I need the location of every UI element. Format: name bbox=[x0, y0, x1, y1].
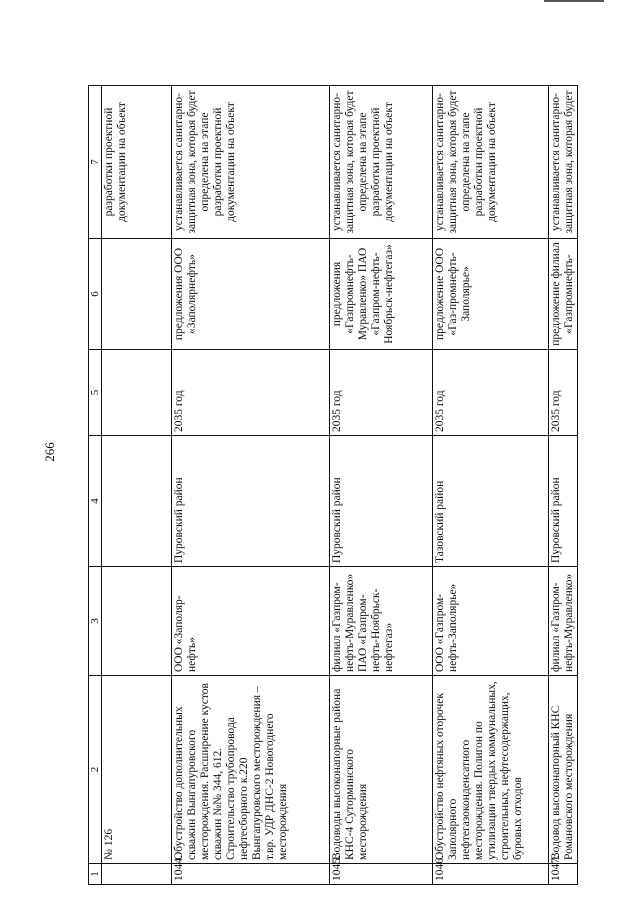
district: Пуровский район bbox=[172, 436, 330, 567]
top-edge-mark bbox=[544, 0, 604, 2]
object-name: Обустройство дополнительных скважин Вынгапуровского месторождения. Расширение кустов скважин №№ 344, 612. Строительство трубопровода нефтесборного к.220 Вынгапуровского месторождения – т.вр. УДР ДНС-2 Новогоднего месторождения bbox=[172, 676, 330, 864]
header-col-7: 7 bbox=[89, 86, 102, 239]
district: Тазовский район bbox=[433, 436, 549, 567]
header-col-5: 5 bbox=[89, 350, 102, 436]
header-col-1: 1 bbox=[89, 864, 102, 885]
note: устанавливается санитарно-защитная зона, которая будет bbox=[549, 86, 578, 239]
header-row bbox=[89, 86, 102, 885]
target-year: 2035 год bbox=[172, 350, 330, 436]
row-number bbox=[102, 864, 172, 885]
basis: предложения «Газпромнефть-Муравленко» ПАО «Газпром-нефть-Ноябрьск-нефтегаз» bbox=[330, 239, 433, 350]
table-row bbox=[330, 86, 433, 885]
row-number: 1044. bbox=[172, 864, 330, 885]
owner-org bbox=[102, 567, 172, 676]
row-number: 1047. bbox=[549, 864, 578, 885]
row-number: 1046. bbox=[433, 864, 549, 885]
object-name: Водоводы высоконапорные района КНС-4 Суторминского месторождения bbox=[330, 676, 433, 864]
target-year: 2035 год bbox=[433, 350, 549, 436]
target-year: 2035 год bbox=[330, 350, 433, 436]
owner-org: филиал «Газпром-нефть-Муравленко» ПАО «Газпром-нефть-Ноябрьск-нефтегаз» bbox=[330, 567, 433, 676]
objects-table bbox=[88, 85, 578, 885]
district bbox=[102, 436, 172, 567]
target-year bbox=[102, 350, 172, 436]
header-col-2: 2 bbox=[89, 676, 102, 864]
note: устанавливается санитарно-защитная зона, которая будет определена на этапе разработки проектной документации на объект bbox=[330, 86, 433, 239]
table-row bbox=[549, 86, 578, 885]
note: устанавливается санитарно-защитная зона, которая будет определена на этапе разработки проектной документации на объект bbox=[172, 86, 330, 239]
page-number: 266 bbox=[42, 442, 57, 462]
owner-org: ООО «Газпром-нефть-Заполярье» bbox=[433, 567, 549, 676]
table-row bbox=[433, 86, 549, 885]
header-col-6: 6 bbox=[89, 239, 102, 350]
basis: предложение филиал «Газпромнефть- bbox=[549, 239, 578, 350]
district: Пуровский район bbox=[549, 436, 578, 567]
owner-org: ООО «Заполяр-нефть» bbox=[172, 567, 330, 676]
row-number: 1045. bbox=[330, 864, 433, 885]
table-row bbox=[172, 86, 330, 885]
note: устанавливается санитарно-защитная зона, которая будет определена на этапе разработки проектной документации на объект bbox=[433, 86, 549, 239]
target-year: 2035 год bbox=[549, 350, 578, 436]
owner-org: филиал «Газпром-нефть-Муравленко» bbox=[549, 567, 578, 676]
basis bbox=[102, 239, 172, 350]
table-row bbox=[102, 86, 172, 885]
basis: предложения ООО «Заполярнефть» bbox=[172, 239, 330, 350]
district: Пуровский район bbox=[330, 436, 433, 567]
header-col-4: 4 bbox=[89, 436, 102, 567]
header-col-3: 3 bbox=[89, 567, 102, 676]
object-name: Водовод высоконапорный КНС Романовского месторождения bbox=[549, 676, 578, 864]
basis: предложение ООО «Газ-промнефть-Заполярье» bbox=[433, 239, 549, 350]
note: разработки проектной документации на объект bbox=[102, 86, 172, 239]
object-name: № 126 bbox=[102, 676, 172, 864]
rotated-table-container bbox=[88, 85, 575, 885]
object-name: Обустройство нефтяных оторочек Заполярного нефтегазоконденсатного месторождения. Полигон по утилизации твердых коммунальных, строительных, нефтесодержащих, буровых отходов bbox=[433, 676, 549, 864]
